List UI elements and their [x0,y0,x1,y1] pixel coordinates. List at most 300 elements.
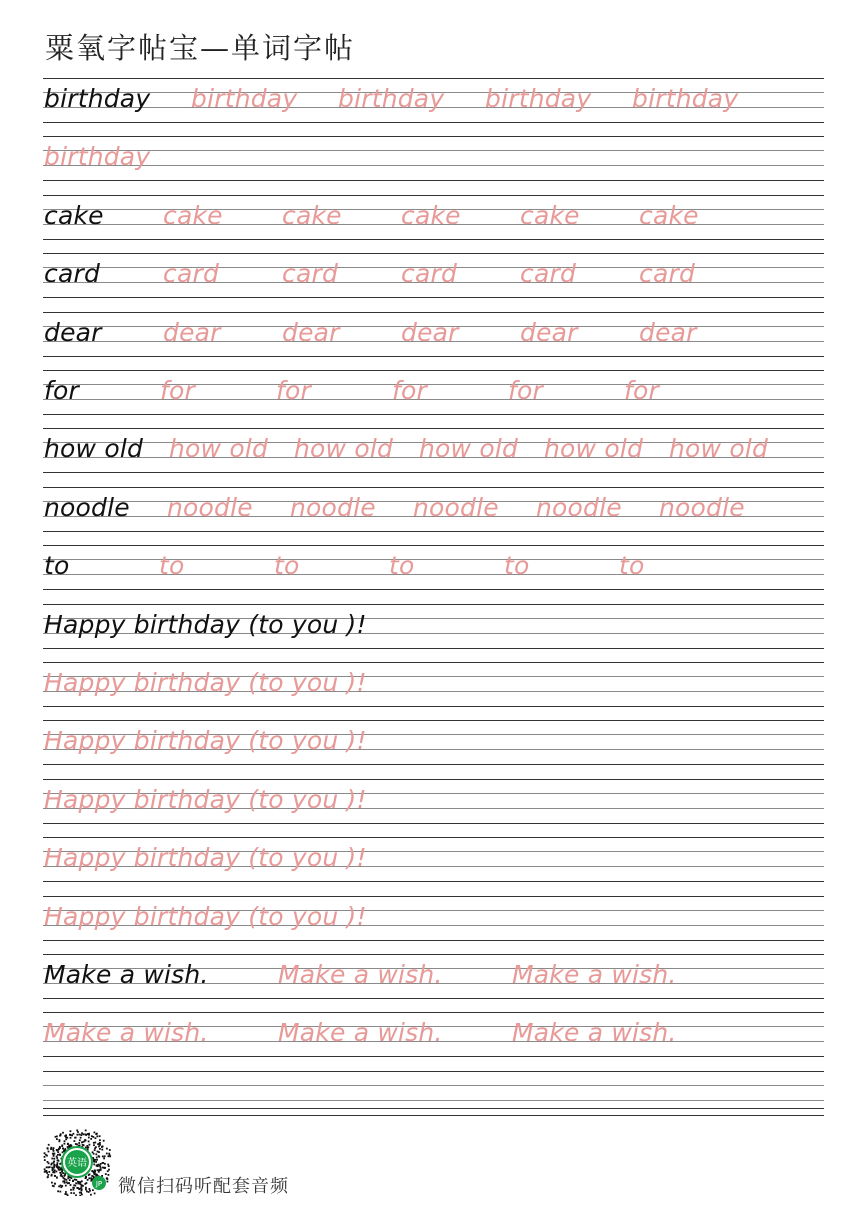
qr-dot [81,1132,83,1134]
qr-dot [52,1168,54,1170]
qr-dot [47,1161,49,1163]
qr-dot [51,1182,53,1184]
qr-dot [66,1137,68,1139]
trace-word: for [276,376,311,405]
qr-dot [62,1148,64,1150]
guide-line [43,779,824,780]
trace-word: to [504,551,530,581]
model-word: to [44,551,70,581]
trace-word: for [624,376,659,405]
qr-dot [74,1140,76,1142]
qr-dot [98,1155,100,1157]
guide-line [43,720,824,721]
qr-dot [59,1146,61,1148]
model-word: dear [44,317,102,347]
qr-dot [50,1148,52,1150]
qr-dot [106,1153,108,1155]
model-word: Make a wish. [44,960,209,989]
qr-dot [59,1172,61,1174]
qr-dot [97,1165,99,1167]
trace-word: card [520,259,577,289]
qr-dot [90,1194,92,1196]
qr-dot [101,1149,103,1151]
trace-word: card [163,259,220,289]
qr-dot [75,1137,77,1139]
qr-dot [64,1140,66,1142]
qr-dot [70,1184,72,1186]
qr-dot [44,1156,46,1158]
qr-dot [44,1170,46,1172]
guide-line [43,823,824,824]
qr-dot [99,1169,101,1171]
qr-dot [65,1185,67,1187]
trace-word: noodle [290,492,376,522]
qr-dot [75,1143,77,1145]
footer-caption: 微信扫码听配套音频 [118,1176,289,1197]
qr-dot [98,1171,100,1173]
qr-dot [108,1165,110,1167]
qr-dot [108,1174,110,1176]
qr-dot [92,1136,94,1138]
qr-dot [94,1149,96,1151]
qr-dot [53,1161,55,1163]
qr-dot [73,1192,75,1194]
trace-word: Happy birthday (to you )! [44,668,367,697]
qr-corner-text: JP [95,1180,103,1188]
guide-line [43,297,824,298]
qr-dot [48,1151,50,1153]
qr-dot [84,1183,86,1185]
qr-dot [73,1184,75,1186]
qr-dot [106,1177,108,1179]
qr-dot [66,1181,68,1183]
qr-dot [76,1130,78,1132]
trace-word: noodle [167,492,253,522]
qr-dot [81,1134,83,1136]
qr-dot [102,1162,104,1164]
guide-line [43,195,824,196]
qr-dot [88,1177,90,1179]
qr-dot [88,1141,90,1143]
qr-dot [108,1155,110,1157]
qr-dot [93,1142,95,1144]
qr-dot [67,1177,69,1179]
qr-dot [59,1139,61,1141]
qr-dot [95,1153,97,1155]
qr-dot [93,1144,95,1146]
trace-word: noodle [413,492,499,522]
qr-dot [107,1181,109,1183]
qr-dot [63,1149,65,1151]
qr-dot [81,1194,83,1196]
qr-dot [53,1153,55,1155]
writing-row [43,136,824,194]
writing-row [43,896,824,954]
guide-line [43,940,824,941]
writing-row [43,779,824,837]
qr-dot [79,1134,81,1136]
qr-dot [95,1137,97,1139]
trace-word: noodle [659,492,745,522]
writing-row [43,428,824,486]
qr-dot [89,1144,91,1146]
trace-word: cake [401,200,461,230]
qr-dot [56,1177,58,1179]
qr-dot [57,1154,59,1156]
qr-dot [46,1166,48,1168]
qr-dot [70,1189,72,1191]
qr-dot [74,1179,76,1181]
trace-word: Make a wish. [512,960,677,989]
guide-line [43,370,824,371]
qr-dot [70,1134,72,1136]
qr-dot [51,1175,53,1177]
qr-dot [93,1153,95,1155]
trace-word: dear [520,317,578,347]
qr-dot [88,1133,90,1135]
qr-dot [89,1174,91,1176]
qr-dot [47,1147,49,1149]
qr-dot [82,1141,84,1143]
guide-line [43,1071,824,1072]
qr-dot [53,1158,55,1160]
qr-dot [100,1163,102,1165]
trace-word: birthday [44,142,151,172]
qr-dot [68,1182,70,1184]
qr-dot [96,1159,98,1161]
qr-dot [99,1166,101,1168]
qr-dot [83,1144,85,1146]
qr-dot [61,1145,63,1147]
qr-dot [62,1132,64,1134]
guide-line [43,998,824,999]
qr-dot [54,1183,56,1185]
qr-dot [85,1189,87,1191]
trace-word: how old [544,434,644,464]
qr-dot [109,1155,111,1157]
qr-dot [49,1166,51,1168]
guide-line [43,165,824,166]
qr-dot [97,1143,99,1145]
trace-word: birthday [191,84,298,113]
writing-row [43,837,824,895]
writing-row [43,195,824,253]
qr-dot [107,1170,109,1172]
qr-dot [57,1167,59,1169]
qr-dot [85,1134,87,1136]
qr-dot [90,1138,92,1140]
guide-line [43,1108,824,1109]
guide-line [43,604,824,605]
qr-dot [54,1175,56,1177]
qr-dot [73,1133,75,1135]
guide-line [43,136,824,137]
qr-dot [52,1149,54,1151]
qr-dot [75,1182,77,1184]
qr-dot [87,1179,89,1181]
qr-dot [103,1158,105,1160]
guide-line [43,1012,824,1013]
qr-dot [56,1136,58,1138]
trace-word: for [392,376,427,405]
trace-word: cake [639,200,699,230]
guide-line [43,1056,824,1057]
trace-word: card [282,259,339,289]
qr-dot [56,1171,58,1173]
trace-word: Happy birthday (to you )! [44,901,367,931]
qr-dot [60,1186,62,1188]
qr-dot [47,1176,49,1178]
qr-dot [84,1139,86,1141]
guide-line [43,472,824,473]
qr-dot [64,1193,66,1195]
qr-dot [79,1145,81,1147]
qr-dot [99,1148,101,1150]
qr-dot [107,1164,109,1166]
qr-dot [99,1135,101,1137]
writing-row [43,253,824,311]
qr-code[interactable] [42,1128,112,1196]
trace-word: Make a wish. [512,1018,677,1048]
trace-word: cake [282,200,342,230]
qr-badge-text: 英语 [67,1158,87,1169]
qr-dot [80,1137,82,1139]
qr-dot [86,1191,88,1193]
trace-word: how old [294,434,394,464]
qr-dot [44,1168,46,1170]
qr-dot [77,1181,79,1183]
qr-dot [81,1186,83,1188]
guide-line [43,1100,824,1101]
qr-dot [95,1175,97,1177]
trace-word: for [508,376,543,405]
qr-dot [93,1164,95,1166]
qr-dot [96,1135,98,1137]
writing-row [43,545,824,603]
qr-dot [108,1169,110,1171]
qr-dot [46,1172,48,1174]
model-word: for [44,376,79,405]
model-word: birthday [44,84,151,113]
guide-line [43,414,824,415]
trace-word: how old [419,434,519,464]
qr-dot [95,1161,97,1163]
qr-dot [56,1138,58,1140]
qr-dot [102,1146,104,1148]
qr-dot [67,1143,69,1145]
qr-dot [92,1189,94,1191]
trace-word: to [159,551,185,581]
guide-line [43,428,824,429]
qr-dot [53,1155,55,1157]
trace-word: Make a wish. [44,1018,209,1048]
qr-dot [53,1185,55,1187]
qr-dot [64,1135,66,1137]
trace-word: birthday [485,84,592,113]
qr-dot [85,1176,87,1178]
guide-line [43,239,824,240]
qr-dot [47,1174,49,1176]
qr-dot [62,1181,64,1183]
qr-dot [94,1193,96,1195]
qr-dot [79,1139,81,1141]
qr-dot [89,1190,91,1192]
qr-dot [103,1140,105,1142]
guide-line [43,837,824,838]
trace-word: Make a wish. [278,1018,443,1048]
qr-dot [60,1185,62,1187]
qr-dot [104,1155,106,1157]
qr-dot [53,1167,55,1169]
qr-dot [63,1177,65,1179]
qr-dot [79,1195,81,1196]
qr-dot [70,1145,72,1147]
trace-word: cake [163,200,223,230]
qr-dot [52,1171,54,1173]
qr-dot [104,1163,106,1165]
qr-dot [48,1144,50,1146]
trace-word: Happy birthday (to you )! [44,726,367,756]
qr-dot [57,1162,59,1164]
qr-dot [73,1189,75,1191]
qr-dot [89,1188,91,1190]
qr-dot [94,1132,96,1134]
writing-row [43,604,824,662]
qr-dot [57,1190,59,1192]
qr-dot [66,1179,68,1181]
qr-dot [64,1143,66,1145]
qr-dot [51,1167,53,1169]
trace-word: Happy birthday (to you )! [44,784,367,814]
qr-dot [69,1179,71,1181]
qr-dot [78,1142,80,1144]
qr-dot [77,1131,79,1133]
trace-word: dear [639,317,697,347]
qr-dot [93,1161,95,1163]
writing-row [43,662,824,720]
qr-dot [79,1183,81,1185]
qr-dot [96,1157,98,1159]
guide-line [43,531,824,532]
trace-word: Happy birthday (to you )! [44,843,367,873]
trace-word: cake [520,200,580,230]
qr-dot [70,1130,72,1132]
writing-row [43,370,824,428]
qr-dot [59,1169,61,1171]
guide-line [43,1085,824,1086]
qr-dot [100,1167,102,1169]
qr-dot [77,1134,79,1136]
qr-dot [44,1159,46,1161]
writing-row [43,720,824,778]
qr-dot [60,1175,62,1177]
guide-line [43,356,824,357]
qr-dot [94,1147,96,1149]
qr-dot [67,1194,69,1196]
model-word: card [44,259,101,289]
qr-dot [94,1169,96,1171]
qr-dot [80,1188,82,1190]
qr-dot [93,1159,95,1161]
writing-row [43,1071,824,1129]
qr-dot [56,1156,58,1158]
qr-dot [56,1157,58,1159]
guide-line [43,896,824,897]
qr-dot [106,1148,108,1150]
qr-dot [88,1137,90,1139]
qr-dot [91,1178,93,1180]
qr-dot [97,1151,99,1153]
qr-dot [85,1130,87,1132]
qr-dot [97,1169,99,1171]
qr-dot [81,1180,83,1182]
qr-dot [108,1153,110,1155]
guide-line [43,78,824,79]
guide-line [43,312,824,313]
qr-dot [55,1164,57,1166]
guide-line [43,764,824,765]
qr-dot [99,1139,101,1141]
qr-dot [94,1173,96,1175]
trace-word: noodle [536,492,622,522]
qr-dot [56,1149,58,1151]
qr-dot [86,1145,88,1147]
guide-line [43,881,824,882]
writing-row [43,1012,824,1070]
trace-word: dear [401,317,459,347]
trace-word: card [639,259,696,289]
qr-dot [48,1171,50,1173]
qr-dot [65,1191,67,1193]
guide-line [43,1115,824,1116]
model-word: cake [44,200,104,230]
qr-dot [57,1151,59,1153]
qr-dot [59,1191,61,1193]
guide-line [43,648,824,649]
qr-dot [54,1169,56,1171]
model-word: noodle [44,492,130,522]
writing-row [43,312,824,370]
qr-dot [102,1156,104,1158]
qr-dot [51,1158,53,1160]
trace-word: to [274,551,300,581]
qr-dot [98,1146,100,1148]
page-title: 粟氧字帖宝—单词字帖 [45,31,356,65]
qr-dot [65,1138,67,1140]
guide-line [43,954,824,955]
trace-word: for [160,376,195,405]
qr-dot [87,1147,89,1149]
trace-word: Make a wish. [278,960,443,989]
qr-dot [75,1194,77,1196]
guide-line [43,589,824,590]
guide-line [43,545,824,546]
qr-dot [59,1135,61,1137]
qr-dot [85,1187,87,1189]
guide-line [43,706,824,707]
qr-dot [79,1192,81,1194]
guide-line [43,253,824,254]
model-word: how old [44,434,144,464]
trace-word: to [619,551,645,581]
qr-dot [63,1175,65,1177]
writing-row [43,954,824,1012]
qr-dot [109,1149,111,1151]
trace-word: how old [669,434,769,464]
writing-row [43,78,824,136]
qr-dot [53,1164,55,1166]
trace-word: birthday [632,84,739,113]
